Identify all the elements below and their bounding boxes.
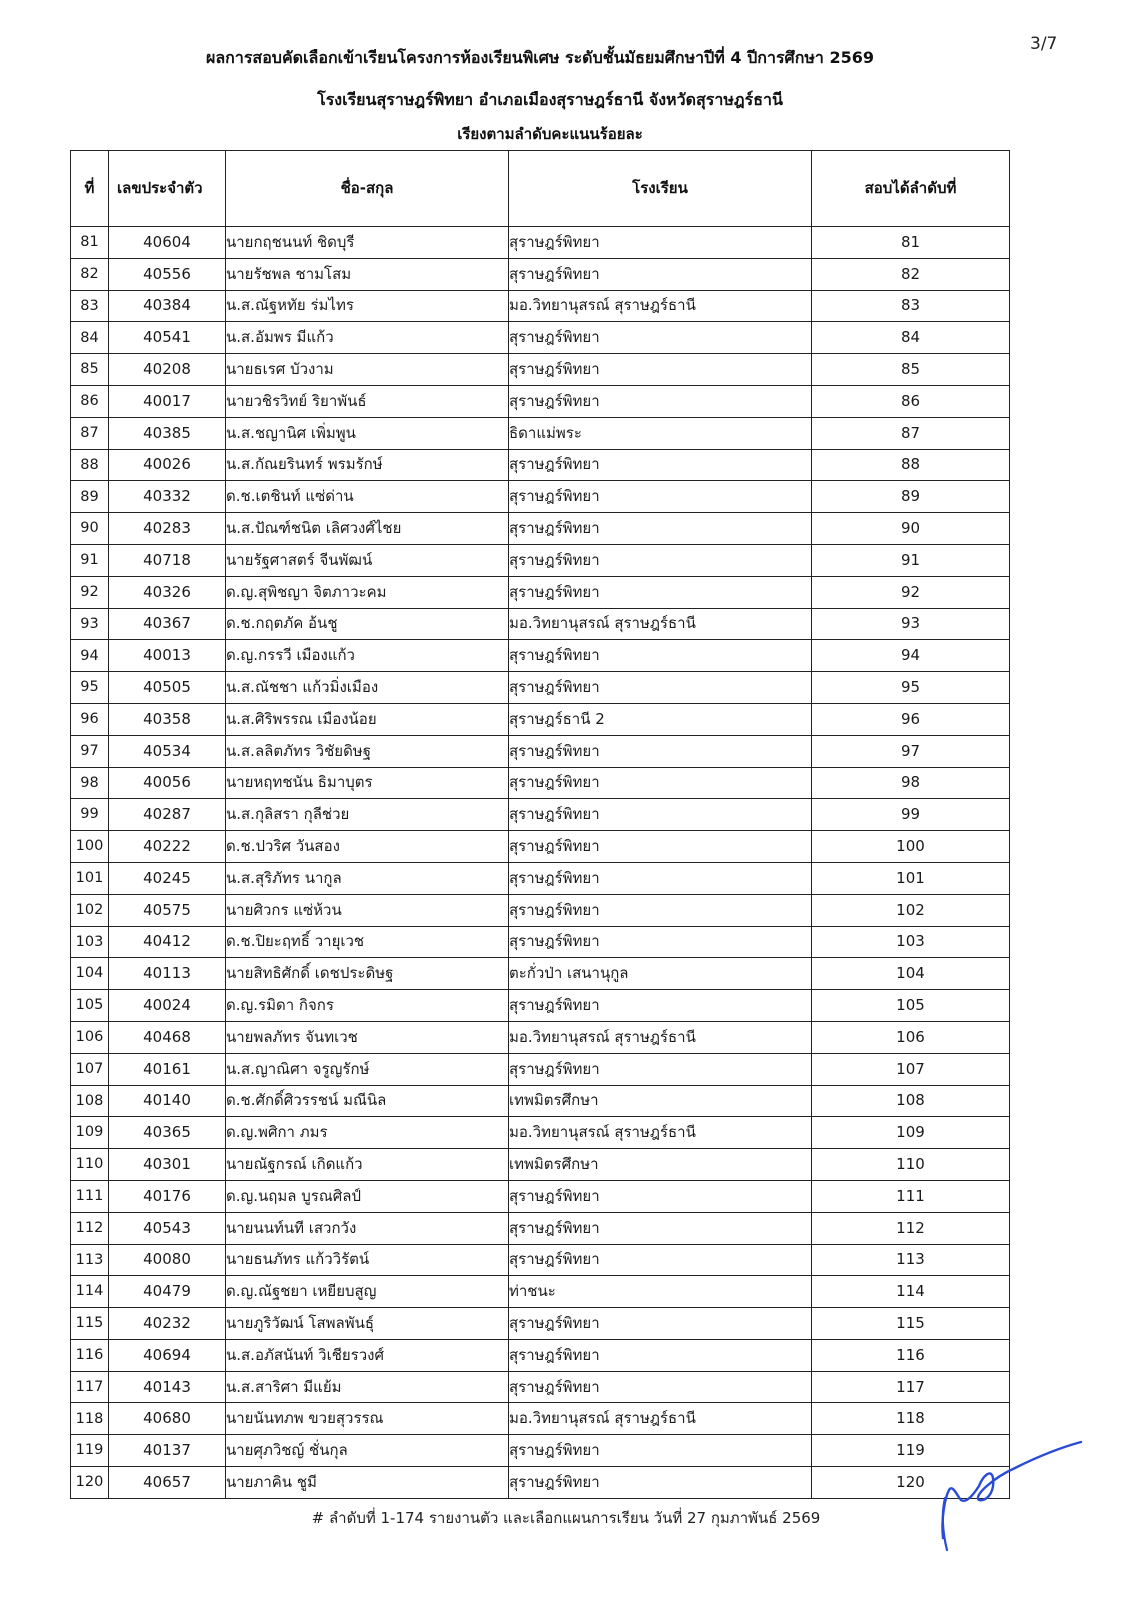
table-row xyxy=(71,1053,1010,1085)
exam-rank: 93 xyxy=(812,608,1010,640)
student-id: 40140 xyxy=(109,1085,226,1117)
student-name: นายนันทภพ ขวยสุวรรณ xyxy=(226,1403,509,1435)
exam-rank: 85 xyxy=(812,354,1010,386)
row-number: 99 xyxy=(71,799,109,831)
exam-rank: 102 xyxy=(812,894,1010,926)
exam-rank: 112 xyxy=(812,1212,1010,1244)
student-name: ด.ญ.พศิกา ภมร xyxy=(226,1117,509,1149)
student-id: 40113 xyxy=(109,958,226,990)
row-number: 104 xyxy=(71,958,109,990)
school-name: สุราษฎร์พิทยา xyxy=(509,258,812,290)
exam-rank: 111 xyxy=(812,1180,1010,1212)
school-name: สุราษฎร์พิทยา xyxy=(509,513,812,545)
student-name: น.ส.ญาณิศา จรูญรักษ์ xyxy=(226,1053,509,1085)
signature-stroke xyxy=(942,1442,1081,1538)
page-number: 3/7 xyxy=(1030,34,1058,54)
table-row xyxy=(71,640,1010,672)
table-row xyxy=(71,1308,1010,1340)
student-id: 40056 xyxy=(109,767,226,799)
student-name: นายรัชพล ชามโสม xyxy=(226,258,509,290)
school-name: สุราษฎร์พิทยา xyxy=(509,831,812,863)
student-name: นายภาคิน ชูมี xyxy=(226,1467,509,1499)
student-id: 40718 xyxy=(109,544,226,576)
exam-rank: 98 xyxy=(812,767,1010,799)
student-name: นายณัฐกรณ์ เกิดแก้ว xyxy=(226,1149,509,1181)
row-number: 101 xyxy=(71,862,109,894)
student-id: 40137 xyxy=(109,1435,226,1467)
student-name: ด.ช.ปิยะฤทธิ์ วายุเวช xyxy=(226,926,509,958)
exam-rank: 114 xyxy=(812,1276,1010,1308)
student-name: ด.ญ.ณัฐชยา เหยียบสูญ xyxy=(226,1276,509,1308)
school-name: สุราษฎร์พิทยา xyxy=(509,894,812,926)
row-number: 108 xyxy=(71,1085,109,1117)
column-header-school: โรงเรียน xyxy=(509,151,812,227)
table-row xyxy=(71,1149,1010,1181)
student-id: 40534 xyxy=(109,735,226,767)
student-name: น.ส.ศิริพรรณ เมืองน้อย xyxy=(226,703,509,735)
exam-rank: 99 xyxy=(812,799,1010,831)
student-name: นายวชิรวิทย์ ริยาพันธ์ xyxy=(226,385,509,417)
sort-order-subtitle: เรียงตามลำดับคะแนนร้อยละ xyxy=(457,125,643,143)
school-name: สุราษฎร์พิทยา xyxy=(509,1244,812,1276)
exam-rank: 113 xyxy=(812,1244,1010,1276)
exam-rank: 120 xyxy=(812,1467,1010,1499)
exam-rank: 90 xyxy=(812,513,1010,545)
student-name: ด.ญ.นฤมล บูรณศิลป์ xyxy=(226,1180,509,1212)
table-row xyxy=(71,1085,1010,1117)
row-number: 119 xyxy=(71,1435,109,1467)
table-row xyxy=(71,322,1010,354)
row-number: 94 xyxy=(71,640,109,672)
table-row xyxy=(71,1117,1010,1149)
table-row xyxy=(71,703,1010,735)
school-name: สุราษฎร์พิทยา xyxy=(509,322,812,354)
student-id: 40232 xyxy=(109,1308,226,1340)
student-id: 40384 xyxy=(109,290,226,322)
results-table xyxy=(70,150,1010,1499)
exam-rank: 109 xyxy=(812,1117,1010,1149)
row-number: 83 xyxy=(71,290,109,322)
table-row xyxy=(71,608,1010,640)
school-name-subtitle: โรงเรียนสุราษฎร์พิทยา อำเภอเมืองสุราษฎร์ธานี จังหวัดสุราษฎร์ธานี xyxy=(317,90,783,109)
row-number: 110 xyxy=(71,1149,109,1181)
student-name: นายภูริวัฒน์ โสพลพันธุ์ xyxy=(226,1308,509,1340)
student-name: น.ส.ชญานิศ เพิ่มพูน xyxy=(226,417,509,449)
row-number: 120 xyxy=(71,1467,109,1499)
school-name: ท่าชนะ xyxy=(509,1276,812,1308)
student-name: นายหฤทชนัน ธิมาบุตร xyxy=(226,767,509,799)
exam-rank: 97 xyxy=(812,735,1010,767)
student-id: 40222 xyxy=(109,831,226,863)
exam-rank: 108 xyxy=(812,1085,1010,1117)
table-row xyxy=(71,831,1010,863)
student-id: 40468 xyxy=(109,1021,226,1053)
school-name: สุราษฎร์พิทยา xyxy=(509,1371,812,1403)
student-id: 40080 xyxy=(109,1244,226,1276)
row-number: 106 xyxy=(71,1021,109,1053)
student-name: น.ส.กัณยรินทร์ พรมรักษ์ xyxy=(226,449,509,481)
student-id: 40024 xyxy=(109,990,226,1022)
exam-rank: 92 xyxy=(812,576,1010,608)
table-row xyxy=(71,449,1010,481)
student-name: ด.ญ.สุพิชญา จิตภาวะคม xyxy=(226,576,509,608)
table-row xyxy=(71,1435,1010,1467)
exam-rank: 88 xyxy=(812,449,1010,481)
student-id: 40680 xyxy=(109,1403,226,1435)
table-row xyxy=(71,894,1010,926)
exam-rank: 104 xyxy=(812,958,1010,990)
student-id: 40541 xyxy=(109,322,226,354)
exam-rank: 118 xyxy=(812,1403,1010,1435)
student-id: 40604 xyxy=(109,227,226,259)
student-name: น.ส.สาริศา มีแย้ม xyxy=(226,1371,509,1403)
exam-rank: 83 xyxy=(812,290,1010,322)
table-row xyxy=(71,767,1010,799)
exam-rank: 81 xyxy=(812,227,1010,259)
student-id: 40287 xyxy=(109,799,226,831)
column-header-name: ชื่อ-สกุล xyxy=(226,151,509,227)
row-number: 107 xyxy=(71,1053,109,1085)
student-name: นายศิวกร แซ่ห้วน xyxy=(226,894,509,926)
student-id: 40367 xyxy=(109,608,226,640)
table-row xyxy=(71,417,1010,449)
row-number: 82 xyxy=(71,258,109,290)
school-name: สุราษฎร์พิทยา xyxy=(509,1308,812,1340)
student-id: 40657 xyxy=(109,1467,226,1499)
table-row xyxy=(71,576,1010,608)
row-number: 111 xyxy=(71,1180,109,1212)
table-row xyxy=(71,1180,1010,1212)
exam-rank: 117 xyxy=(812,1371,1010,1403)
school-name: สุราษฎร์พิทยา xyxy=(509,544,812,576)
exam-rank: 116 xyxy=(812,1339,1010,1371)
exam-rank: 84 xyxy=(812,322,1010,354)
row-number: 81 xyxy=(71,227,109,259)
school-name: สุราษฎร์พิทยา xyxy=(509,354,812,386)
student-name: น.ส.อภัสนันท์ วิเชียรวงศ์ xyxy=(226,1339,509,1371)
table-row xyxy=(71,1339,1010,1371)
row-number: 103 xyxy=(71,926,109,958)
table-row xyxy=(71,990,1010,1022)
school-name: สุราษฎร์พิทยา xyxy=(509,990,812,1022)
row-number: 102 xyxy=(71,894,109,926)
school-name: สุราษฎร์พิทยา xyxy=(509,672,812,704)
student-name: น.ส.อัมพร มีแก้ว xyxy=(226,322,509,354)
school-name: มอ.วิทยานุสรณ์ สุราษฎร์ธานี xyxy=(509,608,812,640)
column-header-rank: สอบได้ลำดับที่ xyxy=(812,151,1010,227)
student-id: 40412 xyxy=(109,926,226,958)
row-number: 93 xyxy=(71,608,109,640)
exam-rank: 106 xyxy=(812,1021,1010,1053)
student-name: น.ส.ณัฐหทัย ร่มไทร xyxy=(226,290,509,322)
row-number: 91 xyxy=(71,544,109,576)
table-header-row xyxy=(71,151,1010,227)
student-name: นายศุภวิชญ์ ชั่นกุล xyxy=(226,1435,509,1467)
table-row xyxy=(71,958,1010,990)
student-id: 40143 xyxy=(109,1371,226,1403)
exam-rank: 115 xyxy=(812,1308,1010,1340)
row-number: 97 xyxy=(71,735,109,767)
student-name: นายธเรศ บัวงาม xyxy=(226,354,509,386)
exam-rank: 105 xyxy=(812,990,1010,1022)
student-name: ด.ช.เตชินท์ แซ่ด่าน xyxy=(226,481,509,513)
exam-rank: 82 xyxy=(812,258,1010,290)
table-row xyxy=(71,1276,1010,1308)
student-id: 40358 xyxy=(109,703,226,735)
student-name: นายกฤชนนท์ ชิดบุรี xyxy=(226,227,509,259)
exam-rank: 103 xyxy=(812,926,1010,958)
student-id: 40575 xyxy=(109,894,226,926)
school-name: สุราษฎร์พิทยา xyxy=(509,576,812,608)
table-row xyxy=(71,227,1010,259)
school-name: สุราษฎร์พิทยา xyxy=(509,926,812,958)
student-name: น.ส.ณัชชา แก้วมิ่งเมือง xyxy=(226,672,509,704)
school-name: สุราษฎร์พิทยา xyxy=(509,481,812,513)
school-name: ตะกั่วป่า เสนานุกูล xyxy=(509,958,812,990)
student-id: 40026 xyxy=(109,449,226,481)
table-row xyxy=(71,1021,1010,1053)
exam-rank: 110 xyxy=(812,1149,1010,1181)
school-name: สุราษฎร์ธานี 2 xyxy=(509,703,812,735)
table-row xyxy=(71,354,1010,386)
student-id: 40301 xyxy=(109,1149,226,1181)
table-row xyxy=(71,513,1010,545)
row-number: 117 xyxy=(71,1371,109,1403)
table-row xyxy=(71,926,1010,958)
school-name: สุราษฎร์พิทยา xyxy=(509,1053,812,1085)
exam-rank: 87 xyxy=(812,417,1010,449)
row-number: 114 xyxy=(71,1276,109,1308)
exam-rank: 96 xyxy=(812,703,1010,735)
school-name: ธิดาแม่พระ xyxy=(509,417,812,449)
table-row xyxy=(71,862,1010,894)
student-name: นายนนท์นที เสวกวัง xyxy=(226,1212,509,1244)
exam-rank: 89 xyxy=(812,481,1010,513)
column-header-number: ที่ xyxy=(71,151,109,227)
column-header-student-id: เลขประจำตัว xyxy=(109,151,226,227)
table-row xyxy=(71,672,1010,704)
table-row xyxy=(71,1403,1010,1435)
school-name: สุราษฎร์พิทยา xyxy=(509,799,812,831)
student-name: นายธนภัทร แก้ววิรัตน์ xyxy=(226,1244,509,1276)
table-row xyxy=(71,735,1010,767)
student-name: ด.ช.ศักดิ์ศิวรรชน์ มณีนิล xyxy=(226,1085,509,1117)
exam-rank: 100 xyxy=(812,831,1010,863)
school-name: มอ.วิทยานุสรณ์ สุราษฎร์ธานี xyxy=(509,1403,812,1435)
row-number: 98 xyxy=(71,767,109,799)
row-number: 85 xyxy=(71,354,109,386)
school-name: สุราษฎร์พิทยา xyxy=(509,1180,812,1212)
student-name: ด.ช.กฤตภัค อ้นชู xyxy=(226,608,509,640)
table-row xyxy=(71,1212,1010,1244)
student-id: 40694 xyxy=(109,1339,226,1371)
student-id: 40017 xyxy=(109,385,226,417)
table-row xyxy=(71,385,1010,417)
school-name: สุราษฎร์พิทยา xyxy=(509,767,812,799)
table-row xyxy=(71,544,1010,576)
row-number: 84 xyxy=(71,322,109,354)
table-row xyxy=(71,481,1010,513)
footnote: # ลำดับที่ 1-174 รายงานตัว และเลือกแผนการเรียน วันที่ 27 กุมภาพันธ์ 2569 xyxy=(311,1509,821,1527)
school-name: มอ.วิทยานุสรณ์ สุราษฎร์ธานี xyxy=(509,1117,812,1149)
student-id: 40176 xyxy=(109,1180,226,1212)
student-id: 40556 xyxy=(109,258,226,290)
row-number: 105 xyxy=(71,990,109,1022)
row-number: 87 xyxy=(71,417,109,449)
table-row xyxy=(71,1371,1010,1403)
student-name: น.ส.ปัณฑ์ชนิต เลิศวงศ์ไชย xyxy=(226,513,509,545)
school-name: เทพมิตรศึกษา xyxy=(509,1085,812,1117)
student-name: นายสิทธิศักดิ์ เดชประดิษฐ xyxy=(226,958,509,990)
student-name: น.ส.ลลิตภัทร วิชัยดิษฐ xyxy=(226,735,509,767)
student-name: น.ส.กุลิสรา กุลีช่วย xyxy=(226,799,509,831)
student-name: ด.ญ.รมิดา กิจกร xyxy=(226,990,509,1022)
student-id: 40543 xyxy=(109,1212,226,1244)
row-number: 90 xyxy=(71,513,109,545)
exam-rank: 95 xyxy=(812,672,1010,704)
student-id: 40161 xyxy=(109,1053,226,1085)
school-name: สุราษฎร์พิทยา xyxy=(509,385,812,417)
table-row xyxy=(71,1244,1010,1276)
student-id: 40283 xyxy=(109,513,226,545)
student-id: 40326 xyxy=(109,576,226,608)
row-number: 109 xyxy=(71,1117,109,1149)
table-row xyxy=(71,290,1010,322)
student-id: 40505 xyxy=(109,672,226,704)
table-row xyxy=(71,799,1010,831)
school-name: สุราษฎร์พิทยา xyxy=(509,1435,812,1467)
row-number: 89 xyxy=(71,481,109,513)
school-name: สุราษฎร์พิทยา xyxy=(509,1467,812,1499)
exam-rank: 119 xyxy=(812,1435,1010,1467)
table-row xyxy=(71,1467,1010,1499)
row-number: 115 xyxy=(71,1308,109,1340)
school-name: เทพมิตรศึกษา xyxy=(509,1149,812,1181)
student-id: 40208 xyxy=(109,354,226,386)
student-name: นายพลภัทร จันทเวช xyxy=(226,1021,509,1053)
row-number: 96 xyxy=(71,703,109,735)
school-name: มอ.วิทยานุสรณ์ สุราษฎร์ธานี xyxy=(509,290,812,322)
row-number: 100 xyxy=(71,831,109,863)
student-id: 40013 xyxy=(109,640,226,672)
school-name: สุราษฎร์พิทยา xyxy=(509,1339,812,1371)
exam-rank: 94 xyxy=(812,640,1010,672)
row-number: 88 xyxy=(71,449,109,481)
row-number: 118 xyxy=(71,1403,109,1435)
table-body xyxy=(71,227,1010,1499)
school-name: สุราษฎร์พิทยา xyxy=(509,862,812,894)
exam-rank: 101 xyxy=(812,862,1010,894)
row-number: 95 xyxy=(71,672,109,704)
student-name: ด.ช.ปวริศ วันสอง xyxy=(226,831,509,863)
school-name: สุราษฎร์พิทยา xyxy=(509,735,812,767)
student-id: 40479 xyxy=(109,1276,226,1308)
school-name: สุราษฎร์พิทยา xyxy=(509,1212,812,1244)
school-name: สุราษฎร์พิทยา xyxy=(509,449,812,481)
row-number: 92 xyxy=(71,576,109,608)
table-row xyxy=(71,258,1010,290)
student-name: ด.ญ.กรรวี เมืองแก้ว xyxy=(226,640,509,672)
row-number: 116 xyxy=(71,1339,109,1371)
document-title: ผลการสอบคัดเลือกเข้าเรียนโครงการห้องเรียนพิเศษ ระดับชั้นมัธยมศึกษาปีที่ 4 ปีการศึกษา 2569 xyxy=(205,48,875,67)
student-id: 40365 xyxy=(109,1117,226,1149)
row-number: 112 xyxy=(71,1212,109,1244)
signature-mark xyxy=(935,1438,1085,1558)
exam-rank: 91 xyxy=(812,544,1010,576)
exam-rank: 86 xyxy=(812,385,1010,417)
student-id: 40332 xyxy=(109,481,226,513)
school-name: สุราษฎร์พิทยา xyxy=(509,227,812,259)
student-id: 40385 xyxy=(109,417,226,449)
student-name: นายรัฐศาสตร์ จีนพัฒน์ xyxy=(226,544,509,576)
row-number: 86 xyxy=(71,385,109,417)
exam-rank: 107 xyxy=(812,1053,1010,1085)
student-name: น.ส.สุริภัทร นากูล xyxy=(226,862,509,894)
school-name: สุราษฎร์พิทยา xyxy=(509,640,812,672)
student-id: 40245 xyxy=(109,862,226,894)
row-number: 113 xyxy=(71,1244,109,1276)
school-name: มอ.วิทยานุสรณ์ สุราษฎร์ธานี xyxy=(509,1021,812,1053)
